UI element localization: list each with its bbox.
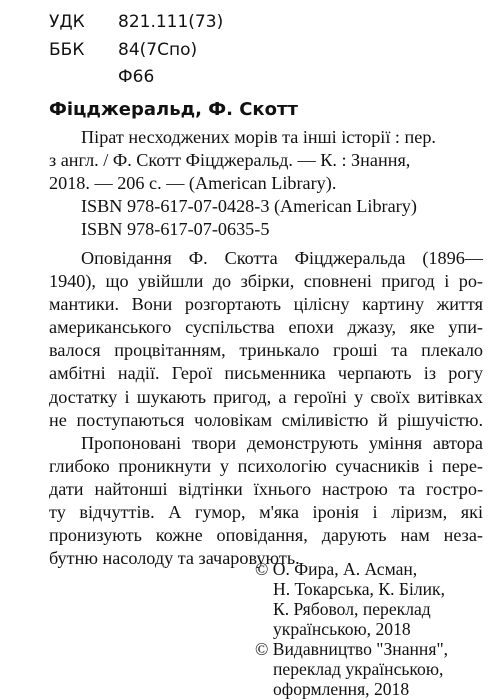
isbn-line: ISBN 978-617-07-0428-3 (American Library)	[81, 196, 417, 216]
biblio-line: Пірат несходжених морів та інші історії : пер.	[81, 127, 436, 147]
author-heading: Фіцджеральд, Ф. Скотт	[49, 99, 298, 120]
biblio-line: з англ. / Ф. Скотт Фіцджеральд. — К. : Знання,	[49, 150, 411, 170]
annotation-line: американського суспільства епохи джазу, яке упи-	[49, 317, 483, 338]
udk-value: 821.111(73)	[118, 12, 224, 32]
annotation-line: Пропоновані твори демонструють уміння автора	[81, 432, 483, 453]
copyright-line: українською, 2018	[273, 619, 411, 639]
annotation-line: бутню насолоду та зачаровують.	[49, 548, 300, 569]
copyright-line: Н. Токарська, К. Білик,	[273, 579, 445, 599]
udk-label: УДК	[49, 12, 85, 32]
annotation-line: Оповідання Ф. Скотта Фіцджеральда (1896—	[81, 248, 483, 268]
annotation-line: 1940), що увійшли до збірки, сповнені пригод і ро-	[49, 271, 483, 292]
annotation	[49, 247, 483, 570]
copyright-line: © Видавництво "Знання",	[255, 639, 449, 659]
bbk-value: 84(7Спо)	[118, 40, 198, 60]
copyright-line: переклад українською,	[273, 659, 444, 679]
bbk-label: ББК	[49, 40, 85, 60]
biblio-line: 2018. — 206 с. — (American Library).	[49, 173, 337, 193]
annotation-line: амбітні надії. Герої письменника черпають із рогу	[49, 363, 483, 384]
copyright-line: © О. Фира, А. Асман,	[255, 559, 418, 579]
bibliographic-description	[49, 126, 479, 241]
annotation-line: глибоко проникнути у психологію сучасників і пере-	[49, 455, 483, 476]
annotation-line: пронизують кожне оповідання, дарують нам неза-	[49, 525, 483, 546]
copyright-line: оформлення, 2018	[273, 679, 410, 699]
copyright-block	[255, 559, 485, 699]
annotation-line: достатку і шукають пригод, а героїні у своїх витівках	[49, 386, 483, 407]
copyright-line: К. Рябовол, переклад	[273, 599, 431, 619]
annotation-line: мантики. Вони розгортають цілісну картину життя	[49, 294, 483, 315]
annotation-line: ту відчуттів. А гумор, м'яка іронія і ліризм, які	[49, 502, 483, 523]
annotation-line: валося процвітанням, тринькало гроші та плекало	[49, 340, 483, 361]
annotation-line: дати найтонші відтінки їхнього настрою та гостро-	[49, 478, 483, 499]
author-mark: Ф66	[118, 67, 155, 87]
isbn-line: ISBN 978-617-07-0635-5	[81, 219, 270, 239]
annotation-line: не поступаються чоловікам сміливістю й рішучістю.	[49, 409, 483, 430]
